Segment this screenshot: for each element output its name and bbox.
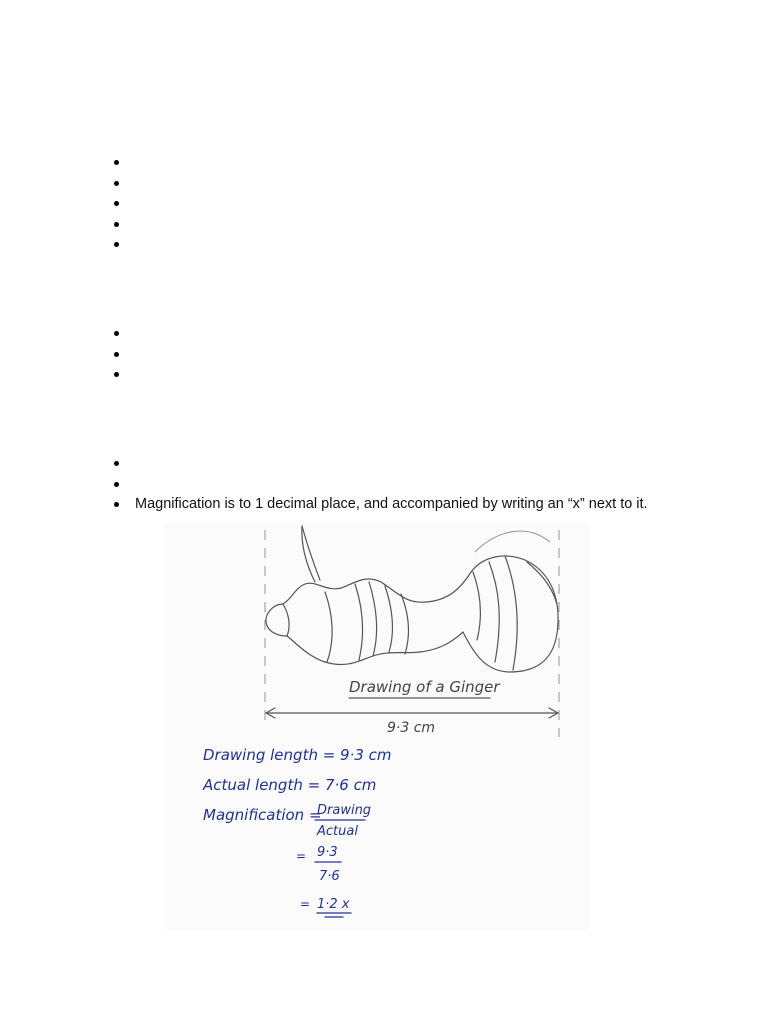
equals-sign: =	[296, 849, 307, 863]
drawing-caption: Drawing of a Ginger	[349, 678, 500, 696]
ginger-drawing-figure	[165, 522, 590, 930]
calc-line-magnification: Magnification =	[203, 806, 322, 824]
list-item	[112, 323, 135, 344]
list-item	[112, 364, 135, 385]
calc-line-drawing-length: Drawing length = 9·3 cm	[203, 746, 392, 764]
magnification-result: 1·2 x	[317, 897, 350, 912]
list-item	[112, 474, 648, 495]
equals-sign: =	[300, 897, 311, 911]
list-item	[112, 152, 135, 173]
list-item	[112, 234, 135, 255]
list-item	[112, 193, 135, 214]
dimension-label: 9·3 cm	[387, 720, 436, 736]
fraction-denominator-word: Actual	[317, 824, 358, 839]
list-item	[112, 173, 135, 194]
ginger-drawing-svg	[165, 522, 590, 930]
magnification-rule-item: Magnification is to 1 decimal place, and accompanied by writing an “x” next to it.	[112, 494, 648, 515]
bullet-list-1	[112, 152, 135, 255]
bullet-list-3	[112, 453, 648, 515]
list-item	[112, 344, 135, 365]
list-item	[112, 453, 648, 474]
fraction-numerator-word: Drawing	[317, 803, 372, 818]
fraction-numerator-value: 9·3	[317, 845, 338, 860]
calc-line-actual-length: Actual length = 7·6 cm	[203, 776, 377, 794]
list-item	[112, 214, 135, 235]
bullet-list-2	[112, 323, 135, 385]
fraction-denominator-value: 7·6	[319, 869, 340, 884]
